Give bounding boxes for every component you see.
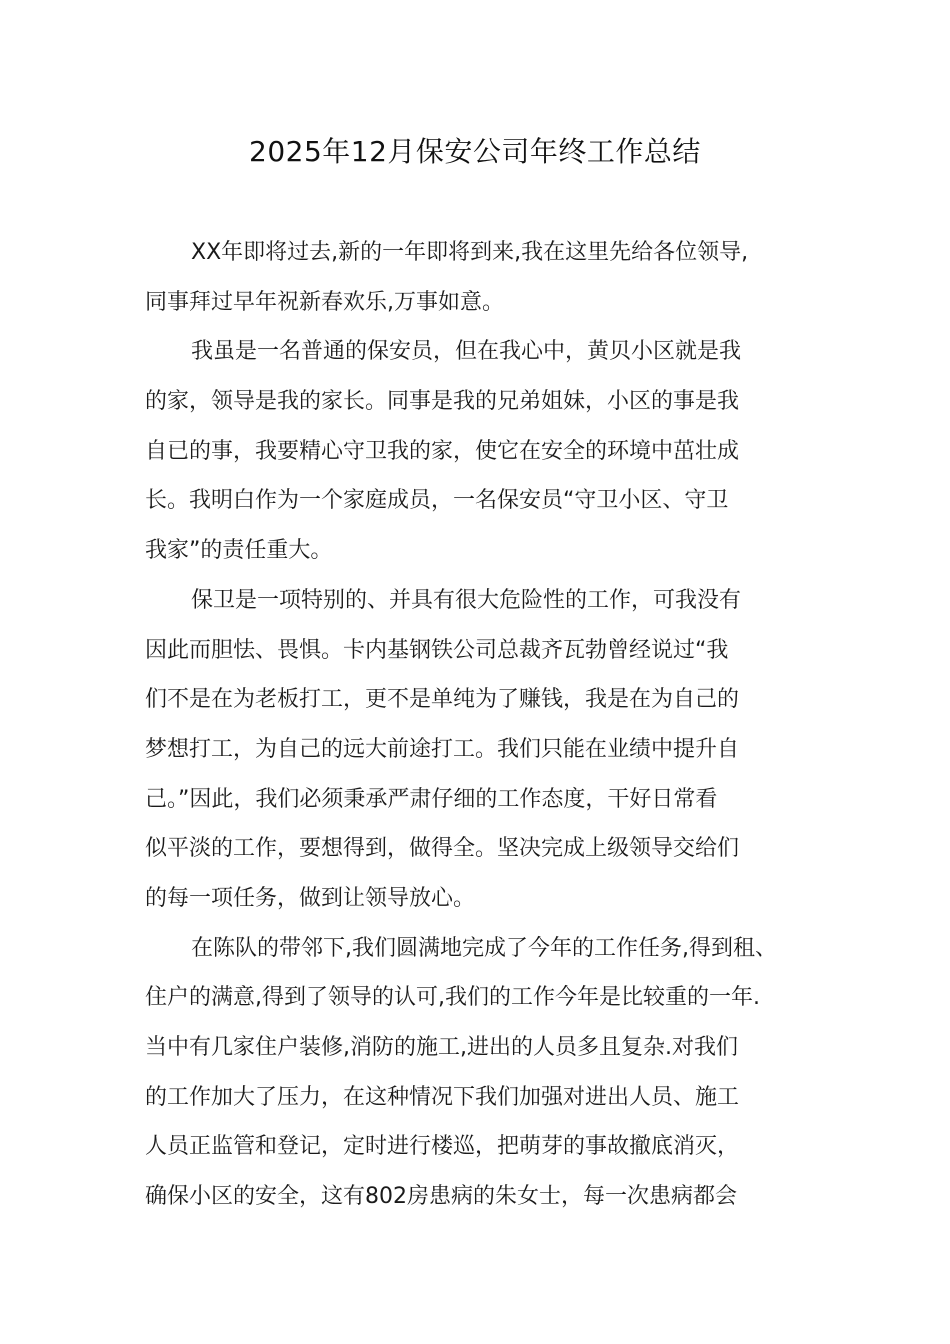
paragraph-line: 住户的满意,得到了领导的认可,我们的工作今年是比较重的一年. xyxy=(145,985,760,1011)
paragraph-line: 保卫是一项特别的、并具有很大危险性的工作，可我没有 xyxy=(191,587,742,613)
paragraph-line: 人员正监管和登记，定时进行楼巡，把萌芽的事故撤底消灭， xyxy=(145,1134,740,1160)
paragraph-line: 同事拜过早年祝新春欢乐,万事如意。 xyxy=(145,289,504,315)
paragraph-line: 因此而胆怯、畏惧。卡内基钢铁公司总裁齐瓦勃曾经说过“我 xyxy=(145,637,729,663)
paragraph-line: 在陈队的带邻下,我们圆满地完成了今年的工作任务,得到租、 xyxy=(191,935,777,961)
document-title: 2025年12月保安公司年终工作总结 xyxy=(249,135,701,168)
paragraph-line: 我虽是一名普通的保安员，但在我心中，黄贝小区就是我 xyxy=(191,339,742,365)
paragraph-line: 的工作加大了压力，在这种情况下我们加强对进出人员、施工 xyxy=(145,1084,740,1110)
paragraph-line: 我家”的责任重大。 xyxy=(145,538,333,564)
paragraph-line: 梦想打工，为自己的远大前途打工。我们只能在业绩中提升自 xyxy=(145,736,740,762)
document-body xyxy=(145,228,809,1222)
paragraph-line: 们不是在为老板打工，更不是单纯为了赚钱，我是在为自己的 xyxy=(145,687,740,713)
paragraph-line: 当中有几家住户装修,消防的施工,进出的人员多且复杂.对我们 xyxy=(145,1035,738,1060)
paragraph-line: 自已的事，我要精心守卫我的家，使它在安全的环境中茁壮成 xyxy=(145,438,740,464)
paragraph-line: 确保小区的安全，这有802房患病的朱女士，每一次患病都会 xyxy=(145,1184,737,1210)
paragraph-line: 己。”因此，我们必须秉承严肃仔细的工作态度，干好日常看 xyxy=(145,786,718,812)
paragraph-line: 的家，领导是我的家长。同事是我的兄弟姐妹，小区的事是我 xyxy=(145,389,740,415)
paragraph-line: 似平淡的工作，要想得到，做得全。坚决完成上级领导交给们 xyxy=(145,836,740,862)
paragraph-line: 的每一项任务，做到让领导放心。 xyxy=(145,885,476,911)
paragraph-line: XX年即将过去,新的一年即将到来,我在这里先给各位领导, xyxy=(191,240,749,265)
paragraph-line: 长。我明白作为一个家庭成员，一名保安员“守卫小区、守卫 xyxy=(145,488,729,514)
